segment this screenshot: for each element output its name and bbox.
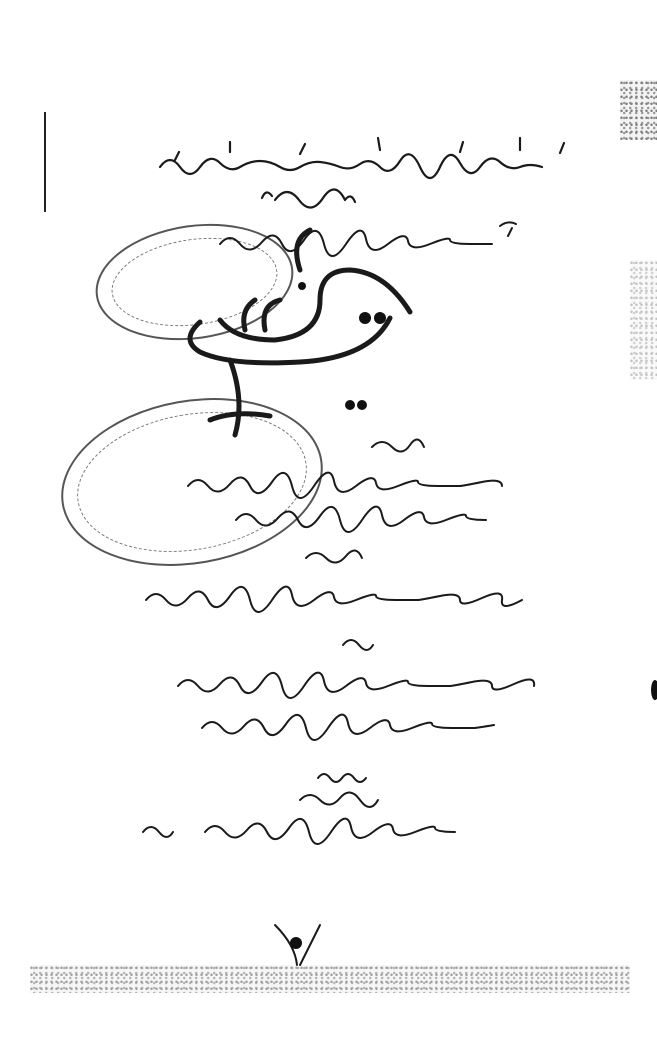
body-line-6 bbox=[178, 673, 534, 698]
right-edge-mark bbox=[651, 680, 657, 700]
body-line-3 bbox=[306, 550, 362, 562]
heading-line-1 bbox=[160, 138, 564, 178]
body-line-2 bbox=[236, 507, 486, 532]
heading-line-2 bbox=[262, 189, 355, 207]
edition-line bbox=[143, 819, 455, 844]
body-line-4 bbox=[146, 587, 522, 612]
heading-line-3 bbox=[220, 222, 516, 256]
body-line-5 bbox=[343, 640, 373, 650]
ink-dot bbox=[290, 937, 302, 949]
body-line-7 bbox=[202, 715, 494, 740]
body-line-1 bbox=[188, 473, 502, 498]
calligraphic-title bbox=[190, 230, 410, 435]
title-dots bbox=[298, 282, 386, 410]
line-yani bbox=[372, 439, 424, 451]
date-line bbox=[300, 774, 378, 807]
